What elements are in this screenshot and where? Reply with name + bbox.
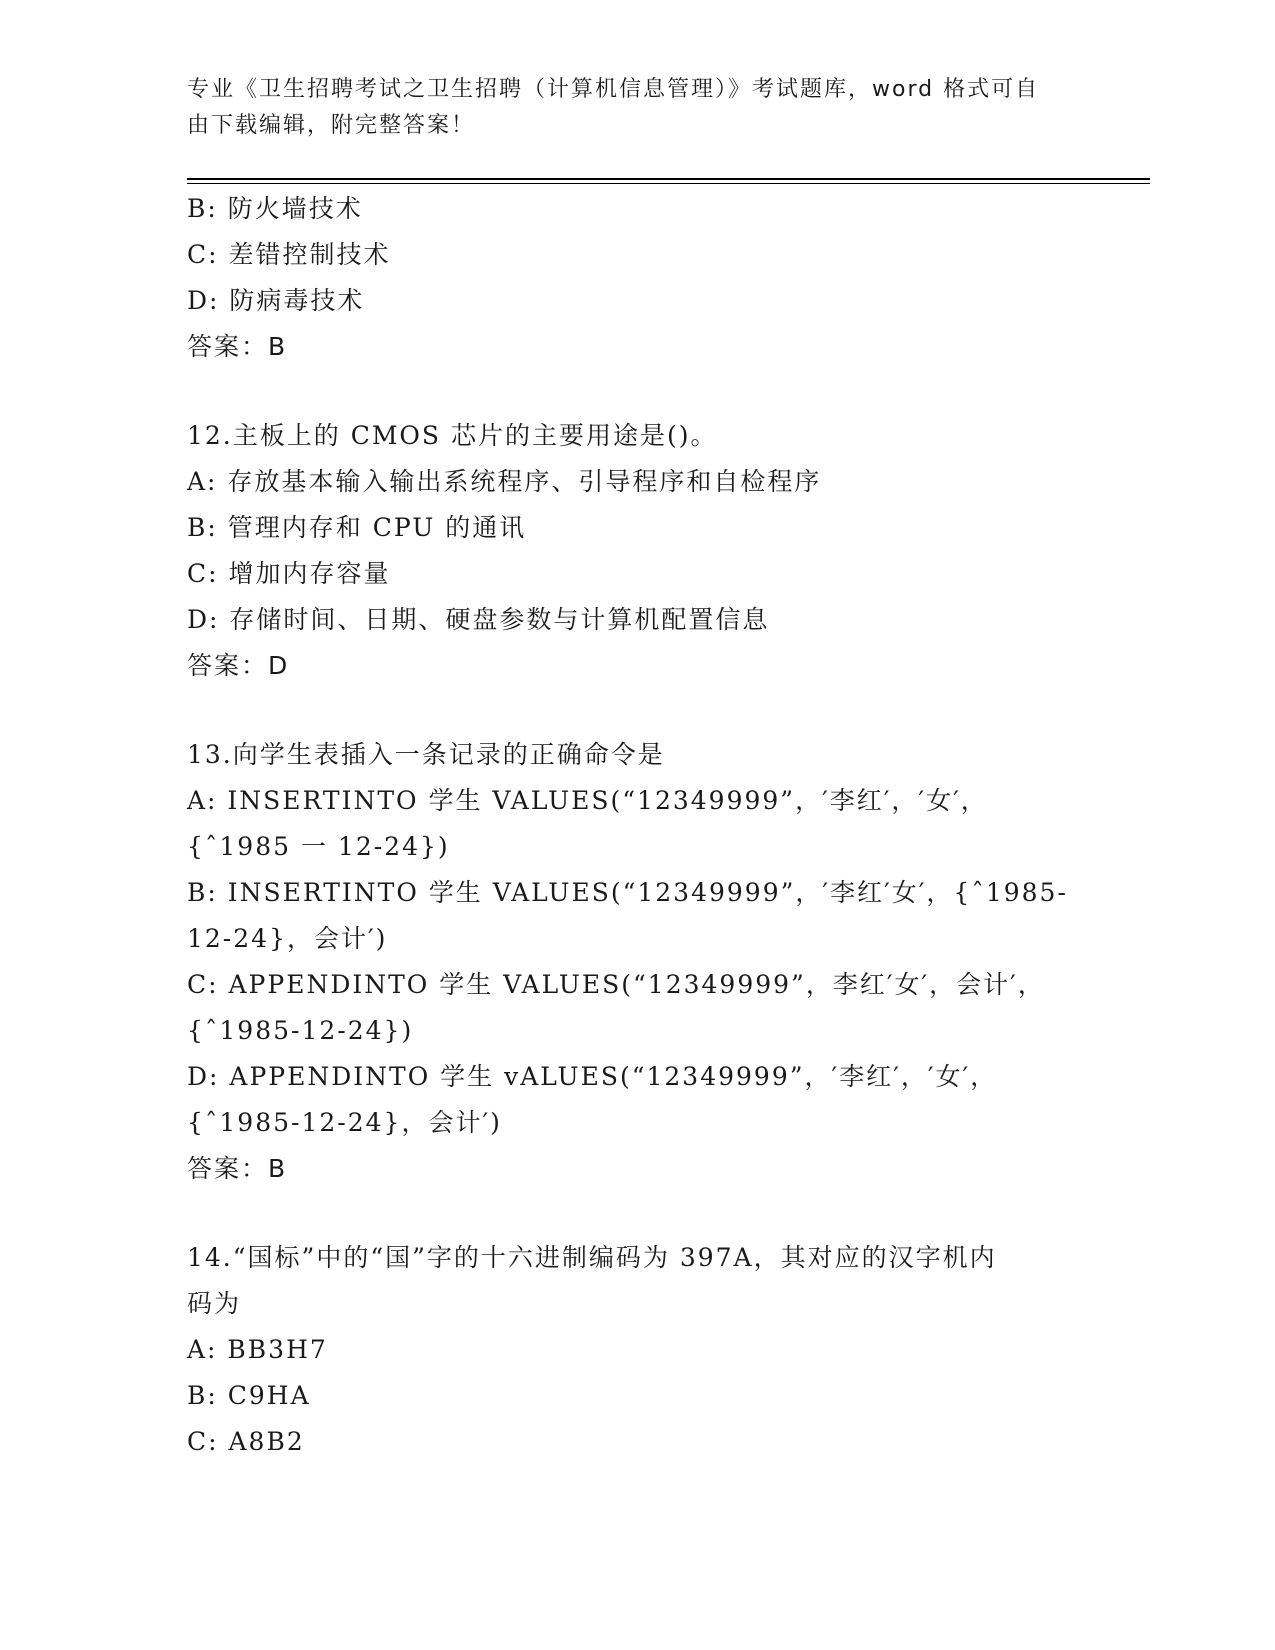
question-line: C: A8B2 — [187, 1427, 305, 1456]
question-line: A: BB3H7 — [187, 1335, 328, 1364]
question-line: 14.“国标”中的“国”字的十六进制编码为 397A，其对应的汉字机内 — [187, 1243, 997, 1272]
question-block — [187, 186, 1087, 370]
question-line: B: 防火墙技术 — [187, 194, 363, 223]
answer-line: 答案：B — [187, 332, 288, 361]
question-block — [187, 1235, 1087, 1465]
question-line: 12.主板上的 CMOS 芯片的主要用途是()。 — [187, 421, 718, 450]
question-line: C: APPENDINTO 学生 VALUES(“12349999”，李红′女′，会计′， — [187, 970, 1045, 999]
question-line: B: 管理内存和 CPU 的通讯 — [187, 513, 527, 542]
block-gap — [187, 370, 1087, 413]
question-line: 12-24}，会计′) — [187, 924, 388, 953]
answer-line: 答案：D — [187, 651, 290, 680]
question-line: C: 增加内存容量 — [187, 559, 391, 588]
question-line: D: 防病毒技术 — [187, 286, 365, 315]
question-block — [187, 732, 1087, 1192]
question-block — [187, 413, 1087, 689]
question-line: A: 存放基本输入输出系统程序、引导程序和自检程序 — [187, 467, 822, 496]
question-list — [187, 186, 1087, 1465]
question-line: {ˆ1985-12-24}，会计′) — [187, 1108, 502, 1137]
question-line: {ˆ1985-12-24}) — [187, 1016, 414, 1045]
question-line: 13.向学生表插入一条记录的正确命令是 — [187, 740, 665, 769]
question-line: B: INSERTINTO 学生 VALUES(“12349999”，′李红′女′，{ˆ1985- — [187, 878, 1068, 907]
page-header: 专业《卫生招聘考试之卫生招聘（计算机信息管理）》考试题库，word 格式可自 由下载编辑，附完整答案！ — [187, 77, 1040, 138]
header-rule-thick — [187, 178, 1150, 180]
question-line: D: APPENDINTO 学生 vALUES(“12349999”，′李红′，′女′， — [187, 1062, 998, 1091]
block-gap — [187, 1192, 1087, 1235]
question-line: B: C9HA — [187, 1381, 311, 1410]
question-line: C: 差错控制技术 — [187, 240, 391, 269]
answer-line: 答案：B — [187, 1154, 288, 1183]
question-line: 码为 — [187, 1289, 242, 1318]
question-line: A: INSERTINTO 学生 VALUES(“12349999”，′李红′，′女′， — [187, 786, 988, 815]
block-gap — [187, 689, 1087, 732]
question-line: D: 存储时间、日期、硬盘参数与计算机配置信息 — [187, 605, 770, 634]
header-rule-thin — [187, 183, 1150, 184]
question-line: {ˆ1985 一 12-24}) — [187, 832, 450, 861]
